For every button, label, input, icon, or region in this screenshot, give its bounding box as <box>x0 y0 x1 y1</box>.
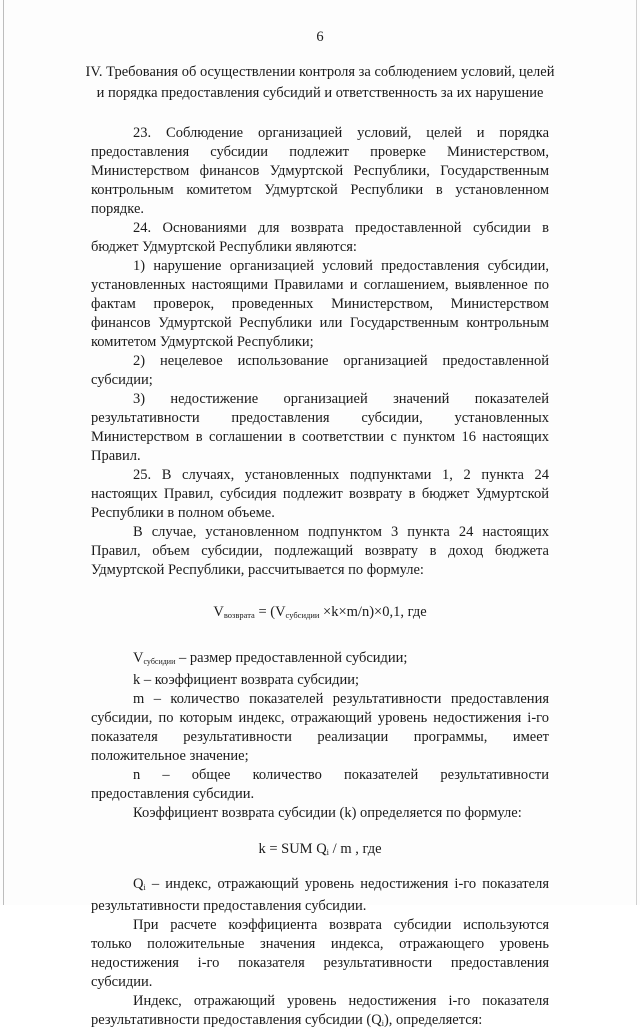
formula-1-rest: ×k×m/n)×0,1, где <box>319 604 427 620</box>
paragraph-24-item-1: 1) нарушение организацией условий предоставления субсидии, установленных настоящими Правилами и соглашением, выявленное по фактам проверок, проведенных Министерством, Министерством финансов Удмуртской Республики или Государственным контрольным комитетом Удмуртской Республики; <box>91 258 549 350</box>
paragraph-24-item-2: 2) нецелевое использование организацией предоставленной субсидии; <box>91 353 549 388</box>
scan-edge-right <box>636 0 637 905</box>
refund-formula <box>91 603 549 625</box>
definition-q-text: – индекс, отражающий уровень недостижения i-го показателя результативности предоставления субсидии. <box>91 876 549 914</box>
paragraph-25-case: В случае, установленном подпунктом 3 пункта 24 настоящих Правил, объем субсидии, подлежащий возврату в доход бюджета Удмуртской Республики, рассчитывается по формуле: <box>91 524 549 578</box>
formula-1-lhs-sub: возврата <box>223 610 255 620</box>
coefficient-intro: Коэффициент возврата субсидии (k) определяется по формуле: <box>133 805 522 821</box>
formula-2-rest: / m , где <box>329 841 382 857</box>
definition-n: n – общее количество показателей результативности предоставления субсидии. <box>91 767 549 802</box>
definition-v-subsidy <box>91 649 549 671</box>
scan-edge-left <box>3 0 4 905</box>
formula-2-lhs: k = SUM Q <box>258 841 327 857</box>
coefficient-formula <box>91 840 549 862</box>
formula-1-lhs: V <box>213 604 224 620</box>
definition-v-text: – размер предоставленной субсидии; <box>175 650 408 666</box>
paragraph-25: 25. В случаях, установленных подпунктами 1, 2 пункта 24 настоящих Правил, субсидия подлежит возврату в бюджет Удмуртской Республики в полном объеме. <box>91 467 549 521</box>
paragraph-23: 23. Соблюдение организацией условий, целей и порядка предоставления субсидии подлежит проверке Министерством, Министерством финансов Удмуртской Республики, Государственным контрольным комитетом Удмуртской Республики в установленном порядке. <box>91 125 549 217</box>
paragraph-24-item-3: 3) недостижение организацией значений показателей результативности предоставления субсидии, установленных Министерством в соглашении в соответствии с пунктом 16 настоящих Правил. <box>91 391 549 464</box>
section-title: IV. Требования об осуществлении контроля за соблюдением условий, целей и порядка предоставления субсидий и ответственность за их нарушение <box>85 64 555 101</box>
definition-m: m – количество показателей результативности предоставления субсидии, по которым индекс, отражающий уровень недостижения i-го показателя результативности реализации программы, имеет положительное значение; <box>91 691 549 764</box>
definition-q-sub: i <box>143 883 146 892</box>
formula-1-v-sub: субсидии <box>285 610 320 620</box>
formula-2-sub: i <box>326 847 330 857</box>
definition-v-sub: субсидии <box>143 657 176 666</box>
definition-k: k – коэффициент возврата субсидии; <box>133 672 360 688</box>
definition-v-symbol: V <box>133 650 144 666</box>
definition-q <box>91 875 549 916</box>
index-intro-text-2: ), определяется: <box>383 1012 483 1028</box>
index-intro-text-1: Индекс, отражающий уровень недостижения i-го показателя результативности предоставления субсидии (Q <box>91 993 549 1028</box>
index-intro <box>91 992 549 1033</box>
formula-1-eq-open: = (V <box>254 604 286 620</box>
page-number: 6 <box>316 29 324 45</box>
definition-q-symbol: Q <box>133 876 144 892</box>
document-body <box>91 124 549 1033</box>
paragraph-24: 24. Основаниями для возврата предоставленной субсидии в бюджет Удмуртской Республики являются: <box>91 220 549 255</box>
index-intro-sub: i <box>381 1019 384 1028</box>
rule-positive-values: При расчете коэффициента возврата субсидии используются только положительные значения индекса, отражающего уровень недостижения i-го показателя результативности предоставления субсидии. <box>91 917 549 990</box>
